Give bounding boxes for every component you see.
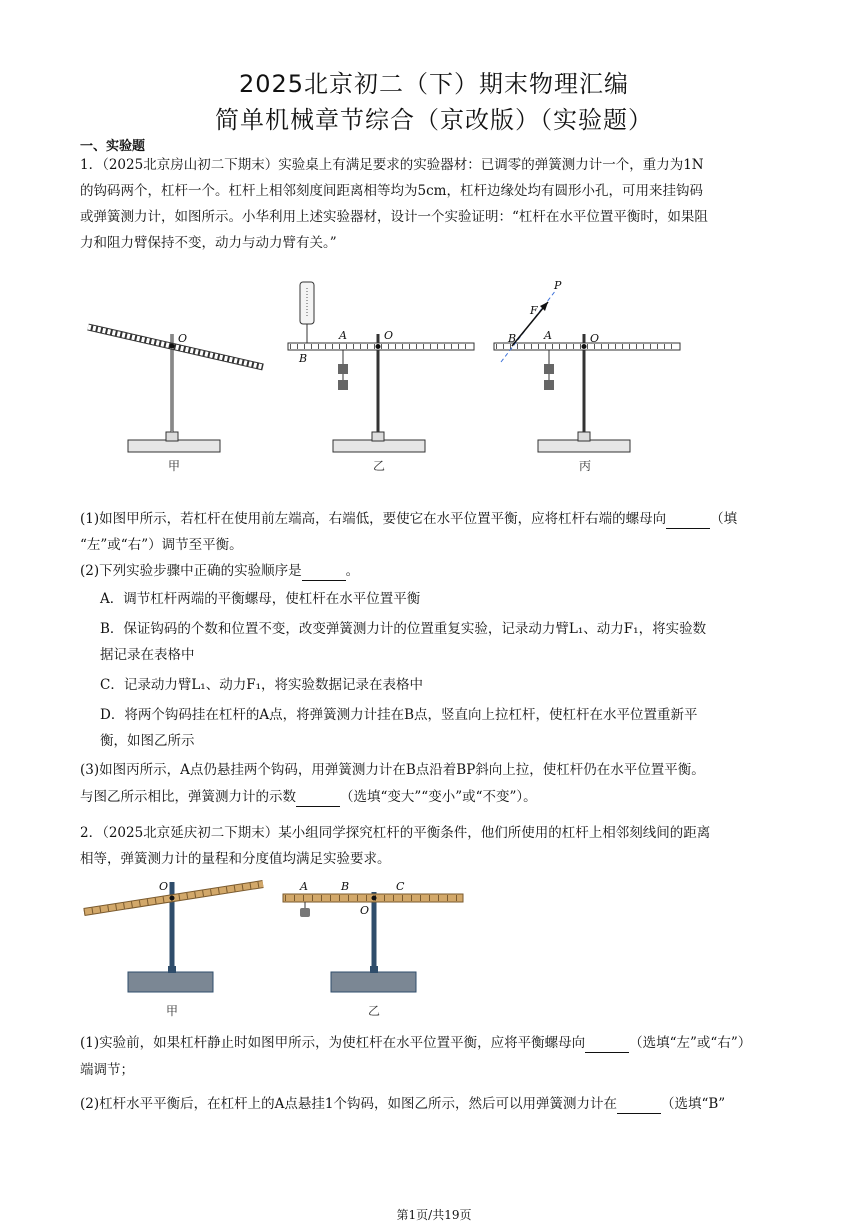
title-line-1: 2025北京初二（下）期末物理汇编 [238,70,630,98]
q2-part2-line1 [80,1095,792,1114]
q2-fig-a [84,880,263,1018]
q1-figures [78,272,698,482]
q2-figures [78,870,478,1020]
q1-fig-b-caption: 乙 [373,459,386,473]
q2-part1-hint: （选填“左”或“右”） [629,1035,752,1051]
q1-option-a: A．调节杠杆两端的平衡螺母，使杠杆在水平位置平衡 [100,591,421,607]
q2-fig-b-label-A: A [300,880,308,893]
q2-fig-b-caption: 乙 [368,1004,381,1018]
q1-intro-2: 的钩码两个，杠杆一个。杠杆上相邻刻度间距离相等均为5cm，杠杆边缘处均有圆形小孔，可用来挂钩码 [80,183,703,199]
answer-blank [296,788,340,807]
q1-fig-c [494,279,680,473]
q1-intro-3: 或弹簧测力计，如图所示。小华利用上述实验器材，设计一个实验证明：“杠杆在水平位置平衡时，如果阻 [80,209,708,225]
q1-fig-c-label-B: B [508,332,517,345]
q1-fig-a-caption: 甲 [168,459,181,473]
q1-option-d-2: 衡，如图乙所示 [100,733,195,749]
title-line-2: 简单机械章节综合（京改版）（实验题） [215,106,653,134]
q2-part2-hint: （选填“B” [660,1096,726,1112]
q1-part3-line2 [80,788,792,807]
q1-part3-line1: (3)如图丙所示，A点仍悬挂两个钩码，用弹簧测力计在B点沿着BP斜向上拉，使杠杆仍在水平位置平衡。 [80,762,705,778]
q1-fig-c-label-F: F [530,304,538,317]
answer-blank [617,1095,661,1114]
q1-intro-1: 1．（2025北京房山初二下期末）实验桌上有满足要求的实验器材：已调零的弹簧测力计一个，重力为1N [80,157,704,173]
q1-option-b-2: 据记录在表格中 [100,647,195,663]
q1-part1-text: (1)如图甲所示，若杠杆在使用前左端高，右端低，要使它在水平位置平衡，应将杠杆右端的螺母向 [80,511,667,527]
q1-fig-b-label-O: O [384,329,394,342]
q2-intro-2: 相等，弹簧测力计的量程和分度值均满足实验要求。 [80,851,391,867]
q2-part1-line1 [80,1034,792,1053]
q2-fig-b-label-C: C [396,880,405,893]
q1-part3-hint: （选填“变大”“变小”或“不变”）。 [340,789,537,805]
q2-fig-b-label-O: O [360,904,370,917]
q1-part3-text: 与图乙所示相比，弹簧测力计的示数 [80,789,296,805]
q1-fig-c-label-O: O [590,332,600,345]
q1-option-b-1: B．保证钩码的个数和位置不变，改变弹簧测力计的位置重复实验，记录动力臂L₁、动力F₁，将实验数 [100,621,707,637]
q2-fig-a-label-O: O [159,880,169,893]
q1-fig-b-label-B: B [299,352,308,365]
q2-part2-text: (2)杠杆水平平衡后，在杠杆上的A点悬挂1个钩码，如图乙所示，然后可以用弹簧测力计在 [80,1096,617,1112]
q1-part2-end: 。 [345,563,360,579]
q1-intro-4: 力和阻力臂保持不变，动力与动力臂有关。” [80,235,337,251]
q1-part2 [80,562,792,581]
q1-fig-c-caption: 丙 [579,459,592,473]
q2-fig-b [283,880,463,1018]
q1-option-c: C．记录动力臂L₁、动力F₁，将实验数据记录在表格中 [100,677,423,693]
q1-part1-hint: （填 [710,511,738,527]
q1-fig-a-label-O: O [178,332,188,345]
q1-option-d-1: D．将两个钩码挂在杠杆的A点，将弹簧测力计挂在B点，竖直向上拉杠杆，使杠杆在水平位置重新平 [100,707,698,723]
q2-fig-a-caption: 甲 [166,1004,179,1018]
q2-part1-text: (1)实验前，如果杠杆静止时如图甲所示，为使杠杆在水平位置平衡，应将平衡螺母向 [80,1035,586,1051]
q1-fig-c-label-A: A [544,329,552,342]
answer-blank [585,1034,629,1053]
q2-fig-b-label-B: B [341,880,350,893]
q2-intro-1: 2．（2025北京延庆初二下期末）某小组同学探究杠杆的平衡条件，他们所使用的杠杆上相邻刻线间的距离 [80,825,711,841]
answer-blank [302,562,346,581]
q1-part1-line2: “左”或“右”）调节至平衡。 [80,537,243,553]
q1-fig-c-label-P: P [554,279,562,292]
q1-fig-b-label-A: A [339,329,347,342]
answer-blank [666,510,710,529]
q1-part2-text: (2)下列实验步骤中正确的实验顺序是 [80,563,302,579]
q1-part1-line1 [80,510,792,529]
q1-fig-a [88,327,263,473]
section-heading: 一、实验题 [80,139,146,154]
q2-part1-line2: 端调节； [80,1062,134,1078]
page-footer: 第1页/共19页 [396,1208,472,1222]
q1-fig-b [288,282,474,473]
